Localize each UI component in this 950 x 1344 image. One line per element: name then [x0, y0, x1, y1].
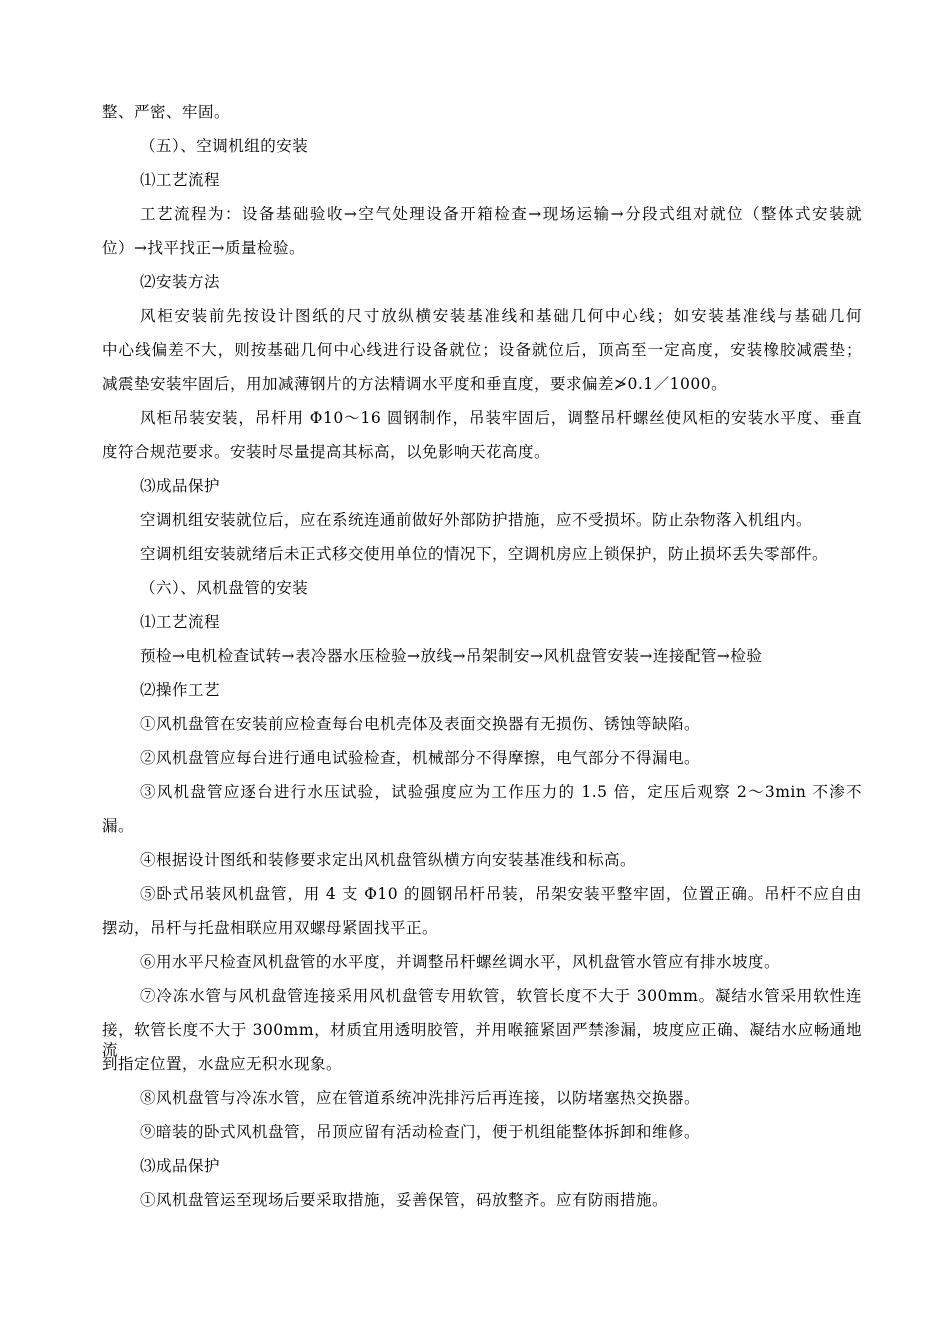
subsection-heading: ⑶成品保护 — [140, 477, 221, 495]
list-item: ⑥用水平尺检查风机盘管的水平度，并调整吊杆螺丝调水平，风机盘管水管应有排水坡度。 — [140, 953, 781, 971]
list-item: ⑤卧式吊装风机盘管，用 4 支 Φ10 的圆钢吊杆吊装，吊架安装平整牢固，位置正确。吊杆不应自由 — [140, 885, 862, 903]
text-line: 空调机组安装就位后，应在系统连通前做好外部防护措施，应不受损坏。防止杂物落入机组内。 — [140, 511, 813, 529]
text-line: 漏。 — [102, 817, 135, 835]
text-line: 中心线偏差不大，则按基础几何中心线进行设备就位；设备就位后，顶高至一定高度，安装橡胶减震垫； — [102, 341, 862, 359]
text-line: 预检→电机检查试转→表冷器水压检验→放线→吊架制安→风机盘管安装→连接配管→检验 — [140, 647, 763, 665]
subsection-heading: ⑵操作工艺 — [140, 681, 221, 699]
list-item: ⑨暗装的卧式风机盘管，吊顶应留有活动检查门，便于机组能整体拆卸和维修。 — [140, 1123, 701, 1141]
text-line: 减震垫安装牢固后，用加减薄钢片的方法精调水平度和垂直度，要求偏差≯0.1／1000。 — [102, 375, 728, 393]
list-item: ③风机盘管应逐台进行水压试验，试验强度应为工作压力的 1.5 倍，定压后观察 2～3min 不渗不 — [140, 783, 862, 801]
text-line: 接，软管长度不大于 300mm，材质宜用透明胶管，并用喉箍紧固严禁渗漏，坡度应正确、凝结水应畅通地流 — [102, 1021, 862, 1059]
list-item: ②风机盘管应每台进行通电试验检查，机械部分不得摩擦，电气部分不得漏电。 — [140, 749, 701, 767]
list-item: ①风机盘管在安装前应检查每台电机壳体及表面交换器有无损伤、锈蚀等缺陷。 — [140, 715, 701, 733]
text-line: 整、严密、牢固。 — [102, 103, 231, 121]
text-line: 风柜吊装安装，吊杆用 Φ10～16 圆钢制作，吊装牢固后，调整吊杆螺丝使风柜的安装水平度、垂直 — [140, 409, 862, 427]
text-line: 位）→找平找正→质量检验。 — [102, 239, 305, 257]
list-item: ⑧风机盘管与冷冻水管，应在管道系统冲洗排污后再连接，以防堵塞热交换器。 — [140, 1089, 701, 1107]
subsection-heading: ⑶成品保护 — [140, 1157, 221, 1175]
list-item: ①风机盘管运至现场后要采取措施，妥善保管，码放整齐。应有防雨措施。 — [140, 1191, 669, 1209]
text-line: 摆动，吊杆与托盘相联应用双螺母紧固找平正。 — [102, 919, 439, 937]
text-line: 工艺流程为：设备基础验收→空气处理设备开箱检查→现场运输→分段式组对就位（整体式安装就 — [140, 205, 862, 223]
subsection-heading: ⑴工艺流程 — [140, 613, 221, 631]
subsection-heading: ⑴工艺流程 — [140, 171, 221, 189]
text-line: 空调机组安装就绪后未正式移交使用单位的情况下，空调机房应上锁保护，防止损坏丢失零部件。 — [140, 545, 829, 563]
section-heading: （五）、空调机组的安装 — [140, 137, 309, 155]
text-line: 到指定位置，水盘应无积水现象。 — [102, 1055, 343, 1073]
list-item: ⑦冷冻水管与风机盘管连接采用风机盘管专用软管，软管长度不大于 300mm。凝结水管采用软性连 — [140, 987, 862, 1005]
section-heading: （六）、风机盘管的安装 — [140, 579, 309, 597]
text-line: 度符合规范要求。安装时尽量提高其标高，以免影响天花高度。 — [102, 443, 551, 461]
list-item: ④根据设计图纸和装修要求定出风机盘管纵横方向安装基准线和标高。 — [140, 851, 637, 869]
subsection-heading: ⑵安装方法 — [140, 273, 221, 291]
text-line: 风柜安装前先按设计图纸的尺寸放纵横安装基准线和基础几何中心线；如安装基准线与基础几何 — [140, 307, 862, 325]
